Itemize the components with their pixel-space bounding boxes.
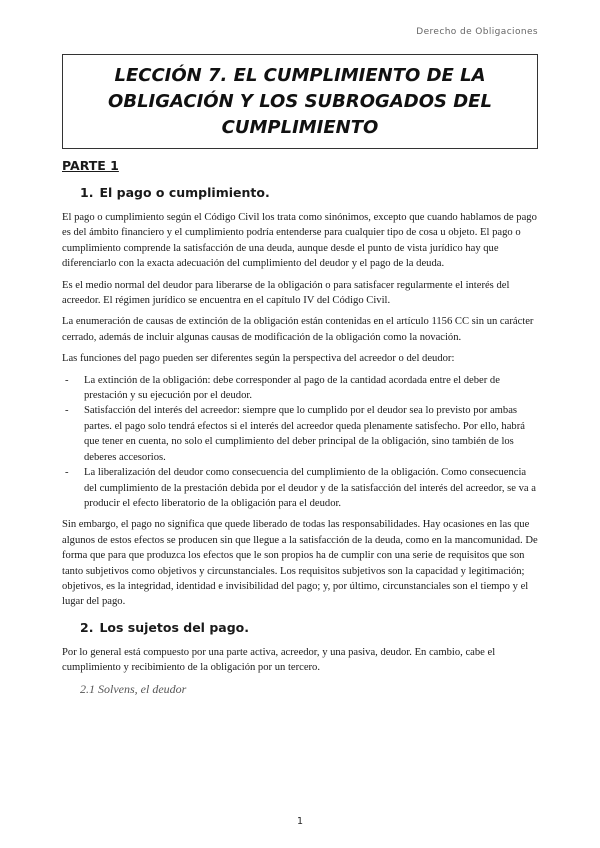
section-2-heading [80, 620, 538, 635]
dash-bullet: - [65, 467, 69, 479]
paragraph: Es el medio normal del deudor para liberarse de la obligación o para satisfacer regularmente el interés del acreedor. El régimen jurídico se encuentra en el capítulo IV del Código Civil. [62, 279, 510, 307]
lesson-title: LECCIÓN 7. EL CUMPLIMIENTO DE LA OBLIGACIÓN Y LOS SUBROGADOS DEL CUMPLIMIENTO [108, 64, 492, 138]
page-number: 1 [296, 816, 304, 827]
paragraph: Las funciones del pago pueden ser diferentes según la perspectiva del acreedor o del deudor: [62, 353, 455, 365]
list-item [62, 403, 538, 465]
list-item [62, 465, 538, 511]
paragraph: La enumeración de causas de extinción de la obligación están contenidas en el artículo 1156 CC sin un carácter cerrado, además de incluir algunas causas de modificación de la obligación como la novación. [62, 316, 534, 343]
dash-bullet: - [65, 405, 69, 417]
list-item-text: La extinción de la obligación: debe corresponder al pago de la cantidad acordada entre el deber de prestación y su ejecución por el deudor. [84, 374, 500, 402]
part-heading: PARTE 1 [62, 158, 119, 173]
document-body [62, 158, 538, 697]
lesson-title-box [62, 54, 538, 149]
running-header: Derecho de Obligaciones [416, 27, 538, 37]
section-1-title: El pago o cumplimiento. [99, 185, 270, 200]
section-2-title: Los sujetos del pago. [99, 619, 249, 635]
dash-bullet: - [65, 374, 69, 386]
paragraph: Por lo general está compuesto por una parte activa, acreedor, y una pasiva, deudor. En cambio, cabe el cumplimiento y recibimiento de la obligación por un tercero. [62, 646, 496, 674]
subsection-heading: 2.1 Solvens, el deudor [80, 681, 187, 696]
functions-list [62, 373, 538, 512]
list-item [62, 373, 538, 404]
list-item-text: Satisfacción del interés del acreedor: siempre que lo cumplido por el deudor sea lo previsto por ambas partes. el pago solo tendrá efectos si el interés del acreedor queda plenamente satisfecho. Por ello, habrá que tener en cuenta, no solo el cumplimiento del deber principal de la obligación, sino también de los deberes accesorios. [84, 405, 525, 463]
section-1-heading [80, 185, 538, 200]
list-item-text: La liberalización del deudor como consecuencia del cumplimiento de la obligación. Como consecuencia del cumplimiento de la prestación debida por el deudor y de la satisfacción del interés del acreedor, se va a producir el efecto liberatorio de la obligación para el deudor. [84, 467, 536, 509]
paragraph: El pago o cumplimiento según el Código Civil los trata como sinónimos, excepto que cuando hablamos de pago es del ámbito financiero y el cumplimiento podría entenderse para cualquier tipo de cosa u objeto. El pago o cumplimiento comprende la satisfacción de una deuda, aunque desde el punto de vista jurídico hay que diferenciarlo con la exacta adecuación del cumplimiento del deudor y el pago de la deuda. [62, 212, 537, 270]
paragraph: Sin embargo, el pago no significa que quede liberado de todas las responsabilidades. Hay ocasiones en las que algunos de estos efectos se producen sin que llegue a la satisfacción de la deuda, como en la mancomunidad. De forma que para que produzca los efectos que le son propios ha de cumplir con una serie de requisitos que son tanto subjetivos como objetivos y circunstanciales. Los requisitos subjetivos son la capacidad y legitimación; objetivos, es la integridad, identidad e invisibilidad del pago; y, por último, circunstanciales son el tiempo y el lugar del pago. [62, 519, 538, 608]
section-2-number: 2. [80, 619, 94, 635]
section-1-number: 1. [80, 185, 94, 200]
